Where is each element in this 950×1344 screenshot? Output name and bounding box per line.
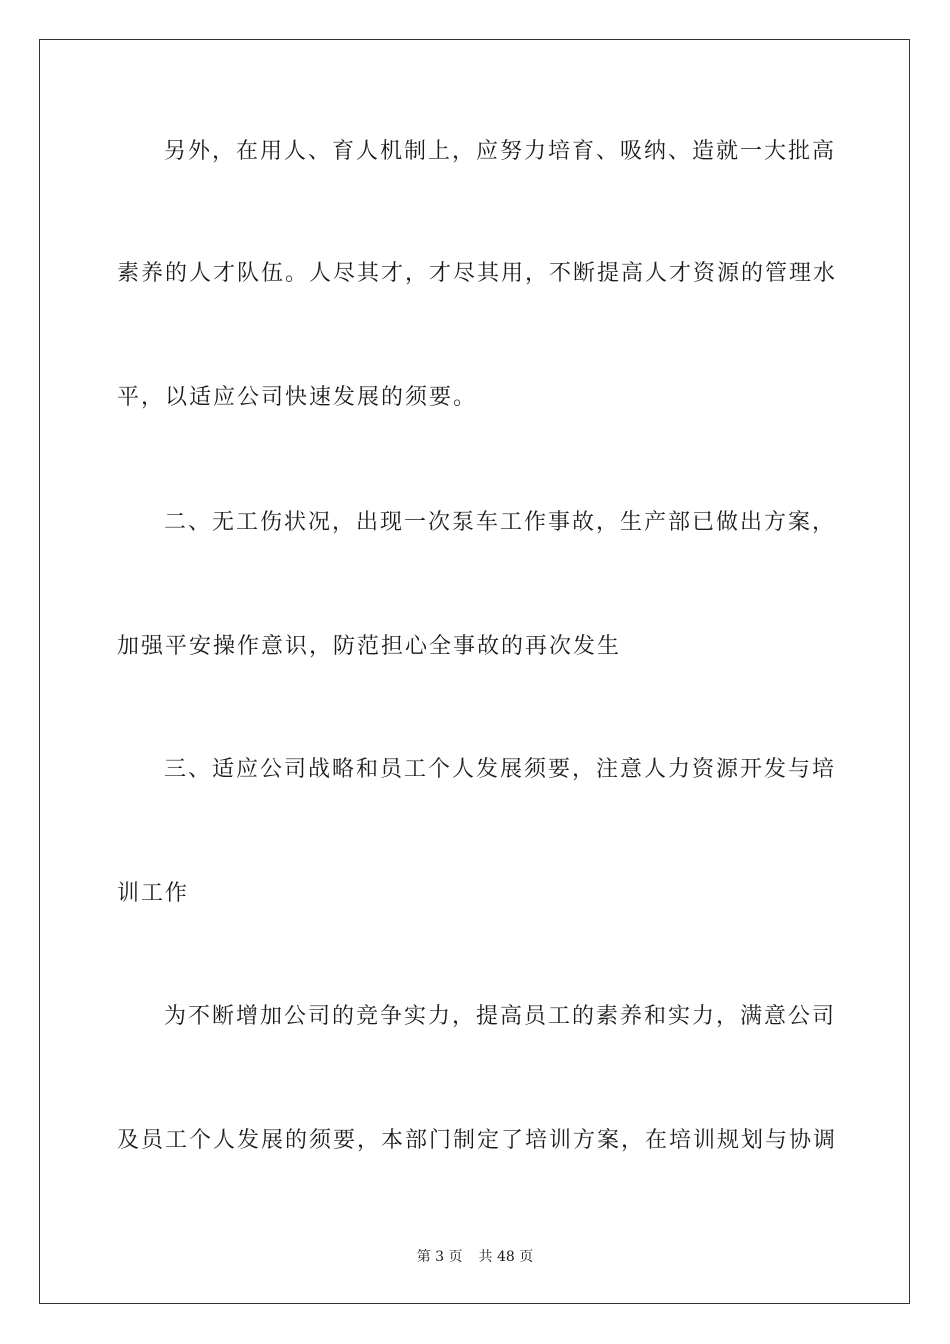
page-border	[39, 39, 910, 1304]
paragraph-2-line-2: 加强平安操作意识，防范担心全事故的再次发生	[117, 634, 622, 659]
paragraph-1-line-3: 平，以适应公司快速发展的须要。	[117, 385, 478, 410]
paragraph-3-line-2: 训工作	[117, 881, 190, 906]
paragraph-1-line-2: 素养的人才队伍。人尽其才，才尽其用，不断提高人才资源的管理水	[117, 261, 838, 286]
page-number: 第 3 页	[416, 1249, 463, 1265]
paragraph-4-line-1: 为不断增加公司的竞争实力，提高员工的素养和实力，满意公司	[164, 1004, 837, 1029]
page-total: 共 48 页	[478, 1249, 534, 1265]
paragraph-1-line-1: 另外，在用人、育人机制上，应努力培育、吸纳、造就一大批高	[164, 139, 837, 164]
paragraph-4-line-2: 及员工个人发展的须要，本部门制定了培训方案，在培训规划与协调	[117, 1128, 838, 1153]
paragraph-3-line-1: 三、适应公司战略和员工个人发展须要，注意人力资源开发与培	[164, 757, 837, 782]
page-footer	[0, 1247, 950, 1267]
paragraph-2-line-1: 二、无工伤状况，出现一次泵车工作事故，生产部已做出方案，	[164, 510, 837, 535]
